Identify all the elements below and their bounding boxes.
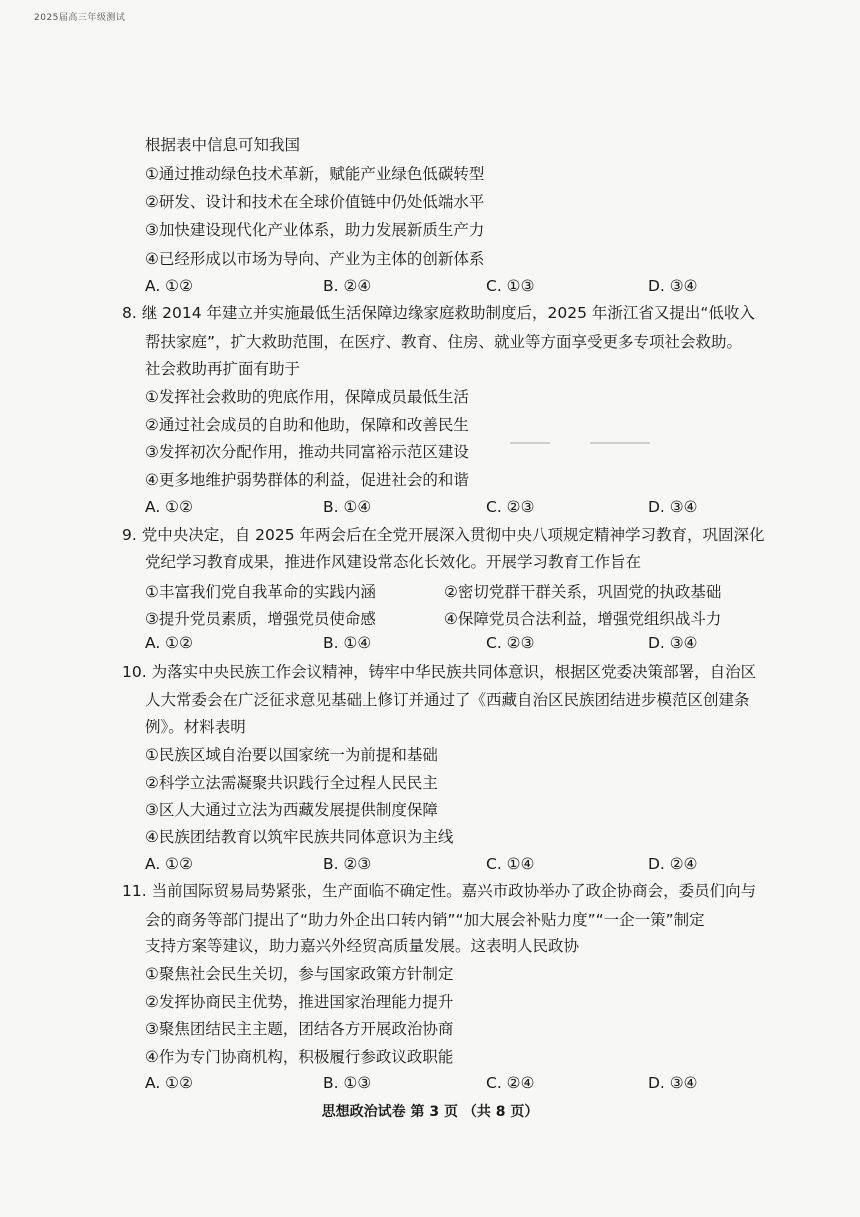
- option-d: D. ③④: [648, 498, 698, 516]
- question-8-text: 帮扶家庭”，扩大救助范围，在医疗、教育、住房、就业等方面享受更多专项社会救助。: [145, 333, 743, 351]
- option-d: D. ③④: [648, 634, 698, 652]
- option-c: C. ①④: [486, 855, 535, 873]
- statement-item: ①通过推动绿色技术革新，赋能产业绿色低碳转型: [145, 165, 485, 183]
- statement-item: ③发挥初次分配作用，推动共同富裕示范区建设: [145, 443, 469, 461]
- question-9-text: 9. 党中央决定，自 2025 年两会后在全党开展深入贯彻中央八项规定精神学习教育，巩固深化: [122, 526, 765, 544]
- option-d: D. ③④: [648, 1074, 698, 1092]
- question-10-text: 例》。材料表明: [145, 718, 246, 736]
- question-10-text: 人大常委会在广泛征求意见基础上修订并通过了《西藏自治区民族团结进步模范区创建条: [145, 691, 750, 709]
- statement-item: ①丰富我们党自我革命的实践内涵: [145, 583, 376, 601]
- option-a: A. ①②: [145, 498, 193, 516]
- scan-artifact: [510, 442, 550, 444]
- statement-item: ③区人大通过立法为西藏发展提供制度保障: [145, 801, 438, 819]
- statement-item: ②科学立法需凝聚共识践行全过程人民民主: [145, 774, 438, 792]
- option-d: D. ③④: [648, 277, 698, 295]
- question-8-text: 8. 继 2014 年建立并实施最低生活保障边缘家庭救助制度后，2025 年浙江省又提出“低收入: [122, 304, 755, 322]
- option-c: C. ①③: [486, 277, 535, 295]
- option-a: A. ①②: [145, 277, 193, 295]
- statement-item: ③加快建设现代化产业体系，助力发展新质生产力: [145, 221, 485, 239]
- answer-options: [145, 277, 785, 297]
- question-10-text: 10. 为落实中央民族工作会议精神，铸牢中华民族共同体意识，根据区党委决策部署，自治区: [122, 663, 757, 681]
- option-a: A. ①②: [145, 634, 193, 652]
- answer-options: [145, 498, 785, 518]
- option-c: C. ②③: [486, 498, 535, 516]
- answer-options: [145, 634, 785, 654]
- statement-item: ③提升党员素质，增强党员使命感: [145, 610, 376, 628]
- statement-item: ①发挥社会救助的兜底作用，保障成员最低生活: [145, 388, 469, 406]
- statement-item: ④更多地维护弱势群体的利益，促进社会的和谐: [145, 471, 469, 489]
- option-b: B. ①④: [323, 634, 372, 652]
- answer-options: [145, 1074, 785, 1094]
- statement-row: [145, 580, 785, 600]
- statement-item: ①聚焦社会民生关切，参与国家政策方针制定: [145, 965, 454, 983]
- statement-item: ②研发、设计和技术在全球价值链中仍处低端水平: [145, 193, 485, 211]
- statement-item: ③聚焦团结民主主题，团结各方开展政治协商: [145, 1020, 454, 1038]
- scan-header-mark: 2025届高三年级测试: [34, 13, 126, 23]
- scan-artifact: [590, 442, 650, 444]
- option-a: A. ①②: [145, 1074, 193, 1092]
- answer-options: [145, 855, 785, 875]
- statement-item: ④民族团结教育以筑牢民族共同体意识为主线: [145, 828, 454, 846]
- question-11-text: 11. 当前国际贸易局势紧张，生产面临不确定性。嘉兴市政协举办了政企协商会，委员们向与: [122, 882, 757, 900]
- question-11-text: 支持方案等建议，助力嘉兴外经贸高质量发展。这表明人民政协: [145, 937, 580, 955]
- statement-item: ②通过社会成员的自助和他助，保障和改善民生: [145, 416, 469, 434]
- statement-row: [145, 607, 785, 627]
- question-stem: 根据表中信息可知我国: [145, 136, 301, 154]
- option-b: B. ①④: [323, 498, 372, 516]
- statement-item: ①民族区域自治要以国家统一为前提和基础: [145, 746, 438, 764]
- option-b: B. ②④: [323, 277, 372, 295]
- statement-item: ④已经形成以市场为导向、产业为主体的创新体系: [145, 250, 485, 268]
- option-d: D. ②④: [648, 855, 698, 873]
- question-9-text: 党纪学习教育成果，推进作风建设常态化长效化。开展学习教育工作旨在: [145, 553, 642, 571]
- page-footer: 思想政治试卷 第 3 页 （共 8 页）: [321, 1104, 539, 1120]
- statement-item: ②发挥协商民主优势，推进国家治理能力提升: [145, 993, 454, 1011]
- question-8-text: 社会救助再扩面有助于: [145, 360, 301, 378]
- option-c: C. ②③: [486, 634, 535, 652]
- statement-item: ④作为专门协商机构，积极履行参政议政职能: [145, 1048, 454, 1066]
- option-a: A. ①②: [145, 855, 193, 873]
- question-11-text: 会的商务等部门提出了“助力外企出口转内销”“加大展会补贴力度”“一企一策”制定: [145, 911, 705, 929]
- option-c: C. ②④: [486, 1074, 535, 1092]
- option-b: B. ②③: [323, 855, 372, 873]
- statement-item: ②密切党群干群关系，巩固党的执政基础: [444, 583, 722, 601]
- statement-item: ④保障党员合法利益，增强党组织战斗力: [444, 610, 722, 628]
- option-b: B. ①③: [323, 1074, 372, 1092]
